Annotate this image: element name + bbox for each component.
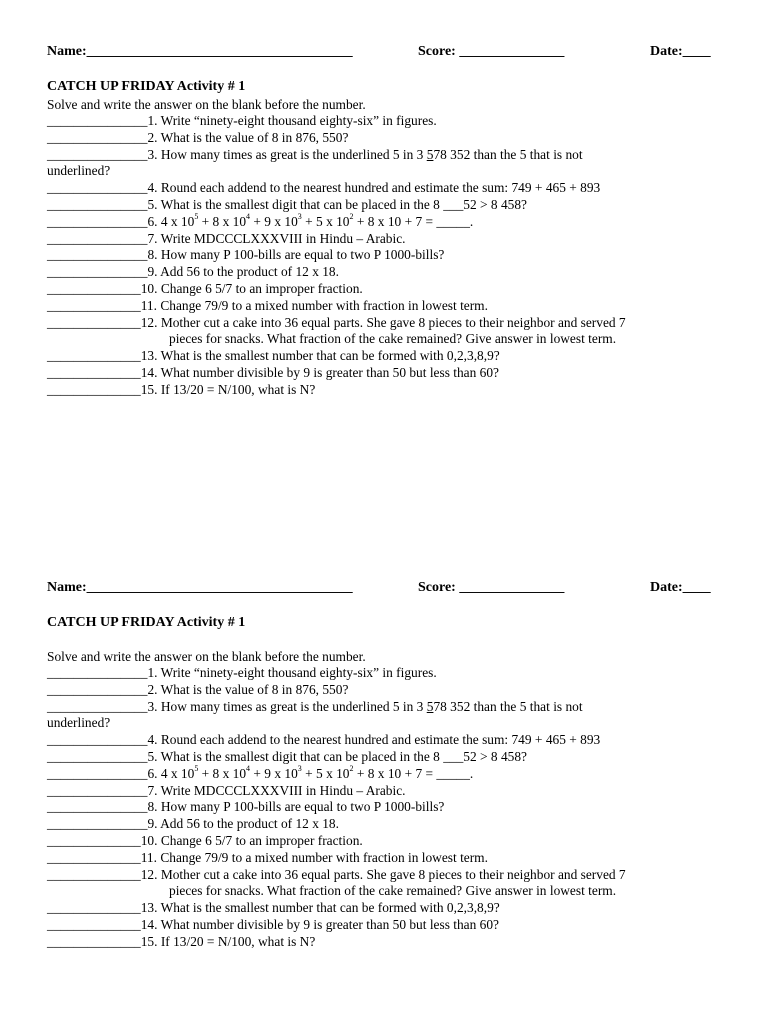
question-list [47, 665, 721, 951]
question-13: ______________13. What is the smallest number that can be formed with 0,2,3,8,9? [47, 348, 500, 364]
header-row [47, 580, 721, 598]
underlined-digit: 5 [426, 698, 434, 714]
worksheet-top [47, 44, 721, 399]
question-8: _______________8. How many P 100-bills are equal to two P 1000-bills? [47, 247, 445, 263]
date-field-label: Date:____ [650, 580, 711, 595]
answer-blank: _______________ [47, 799, 148, 815]
answer-blank: ______________ [47, 280, 141, 296]
instructions: Solve and write the answer on the blank before the number. [47, 649, 366, 664]
question-2: _______________2. What is the value of 8 in 876, 550? [47, 129, 349, 145]
underlined-digit: 5 [426, 146, 434, 162]
answer-blank: ______________ [47, 916, 141, 932]
question-list [47, 113, 721, 399]
question-6: _______________6. 4 x $10^5 + 8$ x $10^4 + 9$ x $10^3 + 5$ x $10^2 + 8$ x 10 + 7 = _____. [47, 764, 474, 781]
question-10: ______________10. Change 6 5/7 to an improper fraction. [47, 280, 363, 296]
answer-blank: _______________ [47, 264, 148, 280]
answer-blank: ______________ [47, 314, 141, 330]
question-14: ______________14. What number divisible by 9 is greater than 50 but less than 60? [47, 364, 499, 380]
question-15: ______________15. If 13/20 = N/100, what is N? [47, 381, 316, 397]
answer-blank: ______________ [47, 348, 141, 364]
answer-blank: ______________ [47, 933, 141, 949]
answer-blank: ______________ [47, 849, 141, 865]
question-2: _______________2. What is the value of 8 in 876, 550? [47, 681, 349, 697]
worksheet-bottom [47, 580, 721, 951]
answer-blank: _______________ [47, 782, 148, 798]
score-field-label: Score: _______________ [418, 44, 565, 59]
activity-title: CATCH UP FRIDAY Activity # 1 [47, 79, 246, 94]
answer-blank: _______________ [47, 732, 148, 748]
question-8: _______________8. How many P 100-bills are equal to two P 1000-bills? [47, 799, 445, 815]
answer-blank: ______________ [47, 832, 141, 848]
date-field-label: Date:____ [650, 44, 711, 59]
question-7: _______________7. Write MDCCCLXXXVIII in Hindu – Arabic. [47, 230, 406, 246]
question-4: _______________4. Round each addend to the nearest hundred and estimate the sum: 749 + 465 + 893 [47, 180, 601, 196]
question-5: _______________5. What is the smallest digit that can be placed in the 8 ___52 > 8 458? [47, 196, 527, 212]
question-1: _______________1. Write “ninety-eight thousand eighty-six” in figures. [47, 113, 437, 128]
answer-blank: _______________ [47, 816, 148, 832]
question-1: _______________1. Write “ninety-eight thousand eighty-six” in figures. [47, 665, 437, 680]
answer-blank: _______________ [47, 196, 148, 212]
answer-blank: _______________ [47, 698, 148, 714]
question-11: ______________11. Change 79/9 to a mixed number with fraction in lowest term. [47, 849, 488, 865]
answer-blank: _______________ [47, 230, 148, 246]
activity-title: CATCH UP FRIDAY Activity # 1 [47, 615, 246, 630]
answer-blank: _______________ [47, 748, 148, 764]
question-12: ______________12. Mother cut a cake into 36 equal parts. She gave 8 pieces to their neighbor and served 7 pieces for snacks. What fraction of the cake remained? Give answer in lowest term. [47, 314, 626, 347]
answer-blank: ______________ [47, 381, 141, 397]
answer-blank: ______________ [47, 866, 141, 882]
question-9: _______________9. Add 56 to the product of 12 x 18. [47, 264, 339, 280]
question-15: ______________15. If 13/20 = N/100, what is N? [47, 933, 316, 949]
question-6: _______________6. 4 x $10^5 + 8$ x $10^4 + 9$ x $10^3 + 5$ x $10^2 + 8$ x 10 + 7 = _____. [47, 212, 474, 229]
answer-blank: _______________ [47, 765, 148, 781]
answer-blank: ______________ [47, 297, 141, 313]
answer-blank: _______________ [47, 213, 148, 229]
question-14: ______________14. What number divisible by 9 is greater than 50 but less than 60? [47, 916, 499, 932]
question-11: ______________11. Change 79/9 to a mixed number with fraction in lowest term. [47, 297, 488, 313]
question-7: _______________7. Write MDCCCLXXXVIII in Hindu – Arabic. [47, 782, 406, 798]
instructions: Solve and write the answer on the blank before the number. [47, 97, 366, 112]
name-field-label: Name:______________________________________ [47, 580, 353, 595]
answer-blank: _______________ [47, 247, 148, 263]
name-field-label: Name:______________________________________ [47, 44, 353, 59]
answer-blank: ______________ [47, 364, 141, 380]
answer-blank: _______________ [47, 129, 148, 145]
score-field-label: Score: _______________ [418, 580, 565, 595]
question-13: ______________13. What is the smallest number that can be formed with 0,2,3,8,9? [47, 900, 500, 916]
answer-blank: _______________ [47, 681, 148, 697]
question-4: _______________4. Round each addend to the nearest hundred and estimate the sum: 749 + 465 + 893 [47, 732, 601, 748]
answer-blank: _______________ [47, 665, 148, 680]
question-5: _______________5. What is the smallest digit that can be placed in the 8 ___52 > 8 458? [47, 748, 527, 764]
question-3: _______________3. How many times as great is the underlined 5 in 3 578 352 than the 5 that is not underlined? [47, 698, 583, 731]
question-9: _______________9. Add 56 to the product of 12 x 18. [47, 816, 339, 832]
answer-blank: _______________ [47, 180, 148, 196]
answer-blank: _______________ [47, 146, 148, 162]
question-3: _______________3. How many times as great is the underlined 5 in 3 578 352 than the 5 that is not underlined? [47, 146, 583, 179]
question-12: ______________12. Mother cut a cake into 36 equal parts. She gave 8 pieces to their neighbor and served 7 pieces for snacks. What fraction of the cake remained? Give answer in lowest term. [47, 866, 626, 899]
header-row [47, 44, 721, 62]
answer-blank: _______________ [47, 113, 148, 128]
answer-blank: ______________ [47, 900, 141, 916]
question-10: ______________10. Change 6 5/7 to an improper fraction. [47, 832, 363, 848]
